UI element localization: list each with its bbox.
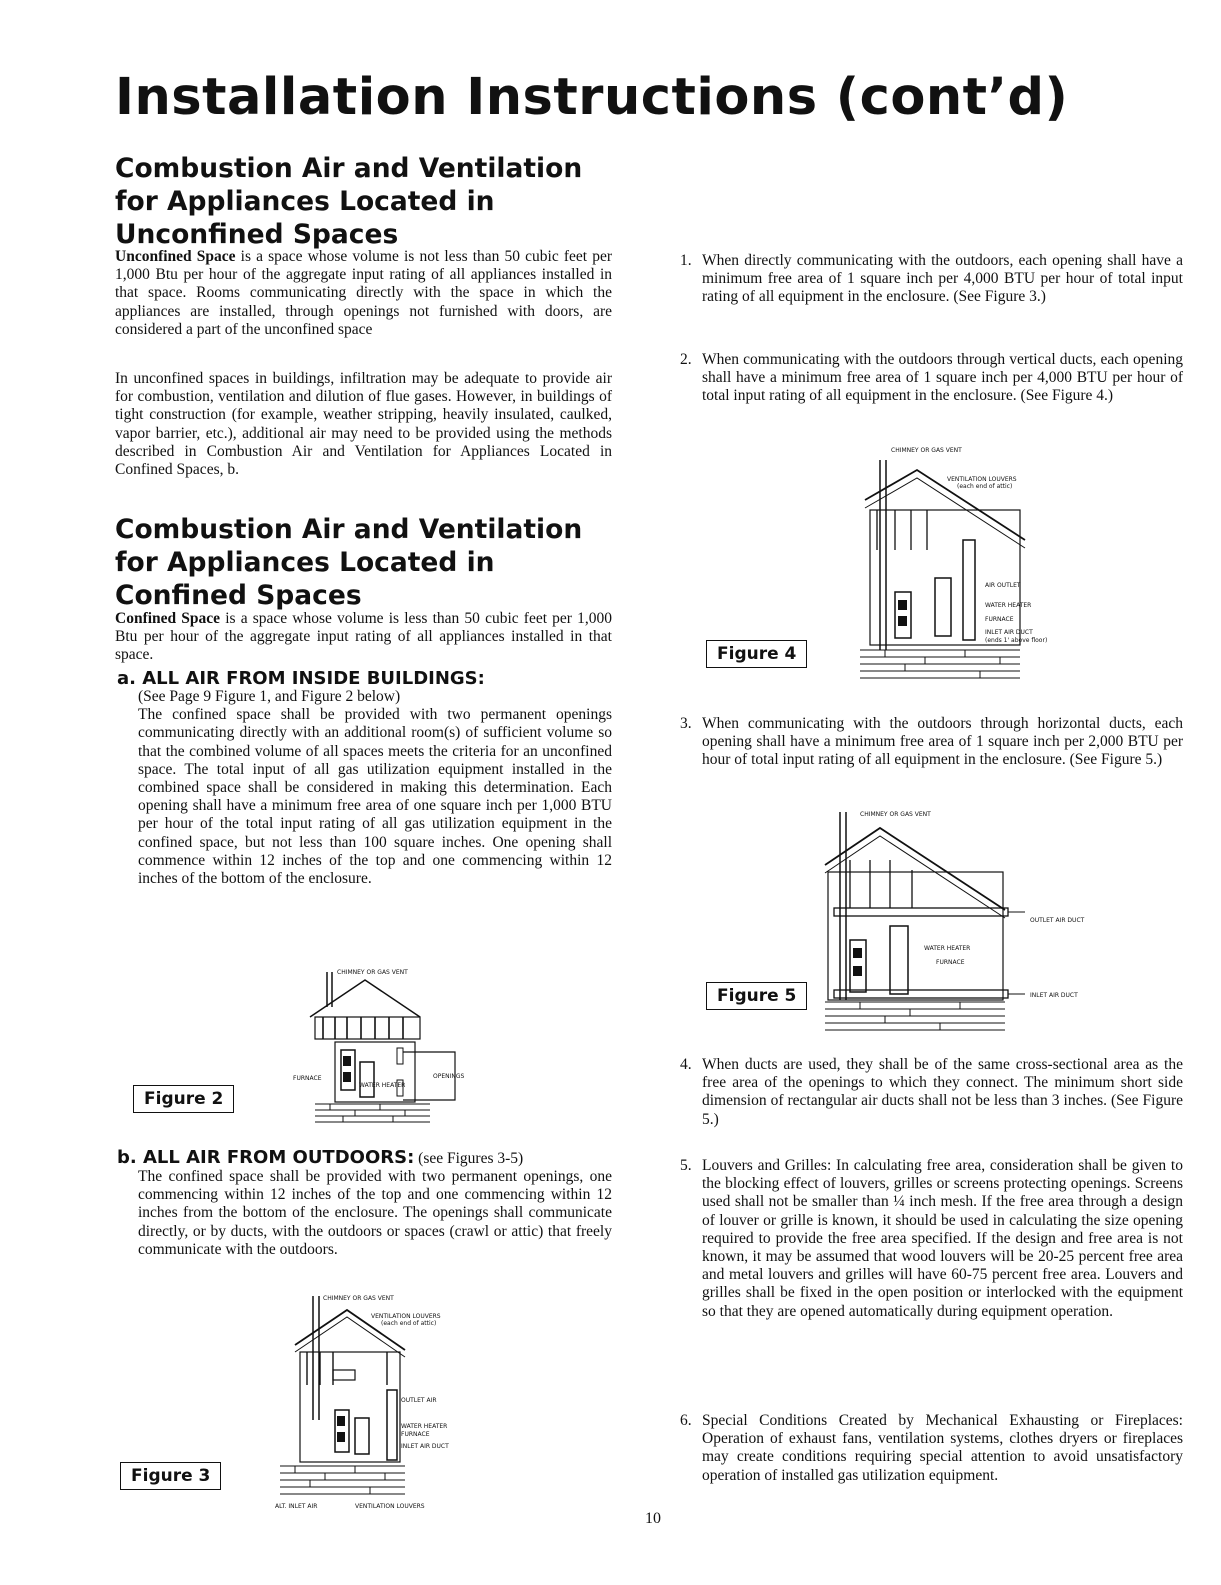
figure-5-inlet-text: INLET AIR DUCT [1030, 992, 1078, 999]
list-item [680, 1412, 1183, 1485]
unconfined-heading-line-1: Combustion Air and Ventilation [115, 153, 583, 184]
figure-3-outlet-text: OUTLET AIR [401, 1397, 437, 1404]
figure-2-water-heater-text: WATER HEATER [359, 1082, 406, 1089]
figure-4-water-heater-text: WATER HEATER [985, 602, 1032, 609]
figure-4-diagram [855, 440, 1070, 695]
section-b-heading [117, 1147, 523, 1168]
confined-heading-line-1: Combustion Air and Ventilation [115, 514, 583, 545]
figure-4-inlet-note: (ends 1' above floor) [985, 637, 1048, 644]
list-item-text: When communicating with the outdoors through horizontal ducts, each opening shall have a minimum free area of 1 square inch per 2,000 BTU per hour of total input rating of all equipment in the enclosure. (See Figure 5.) [702, 715, 1183, 769]
figure-4-louvers-note: (each end of attic) [957, 483, 1013, 490]
list-item-number: 3. [680, 715, 692, 732]
figure-2-chimney-text: CHIMNEY OR GAS VENT [337, 969, 408, 976]
figure-2-label: Figure 2 [133, 1085, 234, 1113]
list-item-text: When directly communicating with the outdoors, each opening shall have a minimum free area of 1 square inch per 4,000 BTU per hour of total input rating of all equipment in the enclosure. (See Figure 3.) [702, 252, 1183, 306]
figure-5-furnace-text: FURNACE [936, 959, 965, 966]
figure-3-chimney-text: CHIMNEY OR GAS VENT [323, 1295, 394, 1302]
list-item [680, 1056, 1183, 1129]
list-item-number: 1. [680, 252, 692, 269]
section-b-title: b. ALL AIR FROM OUTDOORS: [117, 1147, 415, 1168]
unconfined-heading [115, 152, 582, 251]
figure-3-bottom-right-text: VENTILATION LOUVERS [355, 1503, 425, 1510]
unconfined-heading-line-2: for Appliances Located in [115, 186, 495, 217]
confined-heading [115, 513, 582, 612]
confined-heading-line-2: for Appliances Located in [115, 547, 495, 578]
figure-3-label: Figure 3 [120, 1462, 221, 1490]
list-item-number: 5. [680, 1157, 692, 1174]
list-item-number: 6. [680, 1412, 692, 1429]
list-item-number: 2. [680, 351, 692, 368]
confined-term: Confined Space [115, 610, 221, 627]
figure-3-louvers-text: VENTILATION LOUVERS [371, 1313, 441, 1320]
figure-5-water-heater-text: WATER HEATER [924, 945, 971, 952]
figure-4-label: Figure 4 [706, 640, 807, 668]
unconfined-term: Unconfined Space [115, 248, 236, 265]
unconfined-definition [115, 248, 612, 339]
confined-heading-line-3: Confined Spaces [115, 580, 362, 611]
list-item [680, 351, 1183, 406]
figure-2-furnace-text: FURNACE [293, 1075, 322, 1082]
figure-3-inlet-text: INLET AIR DUCT [401, 1443, 449, 1450]
figure-5-outlet-text: OUTLET AIR DUCT [1030, 917, 1085, 924]
figure-5-diagram [820, 800, 1110, 1040]
list-item-text: When communicating with the outdoors through vertical ducts, each opening shall have a minimum free area of 1 square inch per 4,000 BTU per hour of total input rating of all equipment in the enclosure. (See Figure 4.) [702, 351, 1183, 405]
figure-4-louvers-text: VENTILATION LOUVERS [947, 476, 1017, 483]
figure-3-furnace-text: FURNACE [401, 1431, 430, 1438]
figure-3-diagram [275, 1290, 490, 1515]
confined-definition [115, 610, 612, 665]
list-item [680, 1157, 1183, 1321]
list-item [680, 252, 1183, 307]
section-b-note: (see Figures 3-5) [414, 1150, 524, 1167]
unconfined-infiltration: In unconfined spaces in buildings, infiltration may be adequate to provide air for combustion, ventilation and dilution of flue gases. However, in buildings of tight construction (for example, weather stripping, heavily insulated, caulked, vapor barrier, etc.), additional air may need to be provided using the methods described in Combustion Air and Ventilation for Appliances Located in Confined Spaces, b. [115, 370, 612, 479]
figure-4-chimney-text: CHIMNEY OR GAS VENT [891, 447, 962, 454]
figure-5-chimney-text: CHIMNEY OR GAS VENT [860, 811, 931, 818]
section-a-text: (See Page 9 Figure 1, and Figure 2 below) The confined space shall be provided with two permanent openings communicating directly with an additional room(s) of sufficient volume so that the combined volume of all spaces meets the criteria for an unconfined space. The total input of all gas utilization equipment installed in the combined space shall be considered in making this determination. Each opening shall have a minimum free area of one square inch per 1,000 BTU per hour of the total input rating of all gas utilization equipment in the confined space, but not less than 100 square inches. One opening shall commence within 12 inches of the top and one commencing within 12 inches of the bottom of the enclosure. [138, 688, 612, 888]
figure-2-diagram [293, 962, 515, 1132]
page-title: Installation Instructions (cont’d) [115, 68, 1069, 127]
figure-3-water-heater-text: WATER HEATER [401, 1423, 448, 1430]
figure-5-label: Figure 5 [706, 982, 807, 1010]
figure-3-louvers-note: (each end of attic) [381, 1320, 437, 1327]
list-item-text: Louvers and Grilles: In calculating free area, consideration shall be given to the blocking effect of louvers, grilles or screens protecting openings. Screens used shall not be smaller than ¼ inch mesh. If the free area through a design of louver or grille is known, it should be used in calculating the size opening required to provide the free area specified. If the design and free area is not known, it may be assumed that wood louvers will be 20-25 percent free area and metal louvers and grilles will have 60-75 percent free area. Louvers and grilles shall be fixed in the open position or interlocked with the equipment so that they are opened automatically during equipment operation. [702, 1157, 1183, 1320]
figure-2-openings-text: OPENINGS [433, 1073, 465, 1080]
section-a-heading: a. ALL AIR FROM INSIDE BUILDINGS: [117, 668, 485, 689]
figure-4-outlet-text: AIR OUTLET [985, 582, 1021, 589]
page-number: 10 [645, 1510, 661, 1527]
section-b-text: The confined space shall be provided with two permanent openings, one commencing within 12 inches of the top and one commencing within 12 inches from the bottom of the enclosure. The openings shall communicate directly, or by ducts, with the outdoors or spaces (crawl or attic) that freely communicate with the outdoors. [138, 1168, 612, 1258]
unconfined-heading-line-3: Unconfined Spaces [115, 219, 399, 250]
unconfined-definition-text: is a space whose volume is not less than 50 cubic feet per 1,000 Btu per hour of the aggregate input rating of all appliances installed in that space. Rooms communicating directly with the space in which the appliances are installed, through openings not furnished with doors, are considered a part of the unconfined space [115, 248, 612, 338]
confined-definition-text: is a space whose volume is less than 50 cubic feet per 1,000 Btu per hour of the aggregate input rating of all appliances installed in that space. [115, 610, 612, 664]
figure-4-inlet-text: INLET AIR DUCT [985, 629, 1033, 636]
list-item-text: Special Conditions Created by Mechanical Exhausting or Fireplaces: Operation of exhaust fans, ventilation systems, clothes dryers or fireplaces may create conditions requiring special attention to avoid unsatisfactory operation of installed gas utilization equipment. [702, 1412, 1183, 1484]
list-item [680, 715, 1183, 770]
list-item-number: 4. [680, 1056, 692, 1073]
figure-4-furnace-text: FURNACE [985, 616, 1014, 623]
list-item-text: When ducts are used, they shall be of the same cross-sectional area as the free area of the openings to which they connect. The minimum short side dimension of rectangular air ducts shall not be less than 3 inches. (See Figure 5.) [702, 1056, 1183, 1128]
figure-3-bottom-left-text: ALT. INLET AIR [275, 1503, 318, 1510]
